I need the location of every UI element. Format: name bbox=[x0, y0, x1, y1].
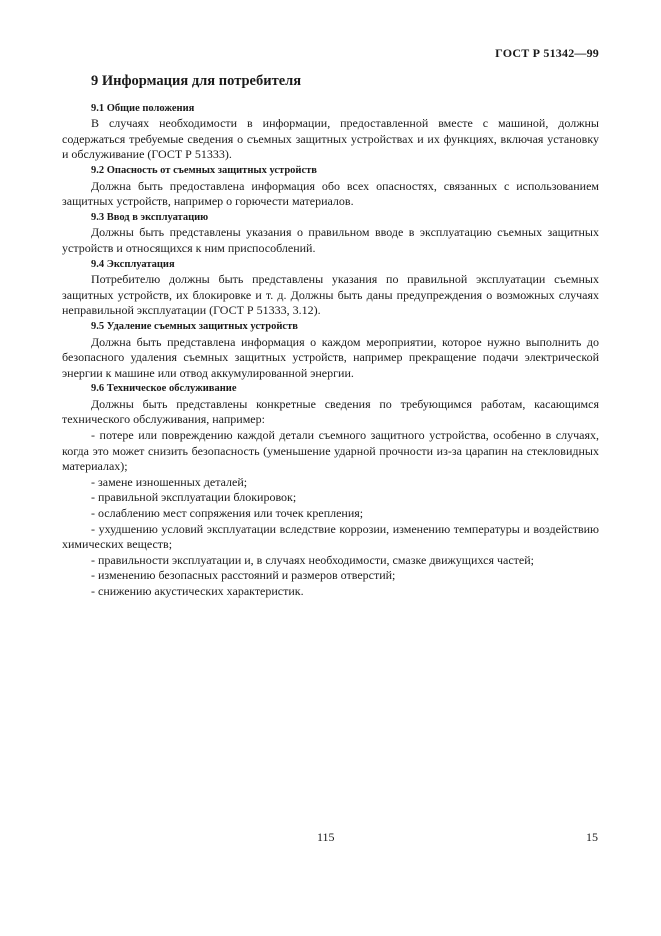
paragraph-text: Потребителю должны быть представлены указания по правильной эксплуатации съемных защитных устройств, их блокировке и т. д. Должны быть даны предупреждения о возможных случаях неправильной эксплуатации (ГОСТ Р 51333, 3.12). bbox=[62, 272, 599, 318]
paragraph-9-6 bbox=[62, 397, 599, 428]
paragraph-9-2 bbox=[62, 179, 599, 210]
list-item: - изменению безопасных расстояний и размеров отверстий; bbox=[91, 568, 396, 583]
list-item: - правильной эксплуатации блокировок; bbox=[91, 490, 297, 505]
paragraph-text: Должна быть представлена информация о каждом мероприятии, которое нужно выполнить до безопасного удаления съемных защитных устройств, например прекращение подачи электрической энергии к машине или отвод аккумулированной энергии. bbox=[62, 334, 599, 380]
subsection-heading-9-2: 9.2 Опасность от съемных защитных устройств bbox=[91, 164, 317, 176]
paragraph-9-5 bbox=[62, 335, 599, 382]
list-item: - правильности эксплуатации и, в случаях необходимости, смазке движущихся частей; bbox=[91, 552, 534, 567]
paragraph-text: Должна быть предоставлена информация обо всех опасностях, связанных с использованием защитных устройств, например о горючести материалов. bbox=[62, 178, 599, 209]
subsection-heading-9-4: 9.4 Эксплуатация bbox=[91, 258, 175, 270]
list-item: - замене изношенных деталей; bbox=[91, 474, 248, 489]
subsection-heading-9-3: 9.3 Ввод в эксплуатацию bbox=[91, 211, 209, 223]
maintenance-list bbox=[62, 428, 599, 600]
subsection-heading-9-1: 9.1 Общие положения bbox=[91, 102, 195, 114]
list-item: - потере или повреждению каждой детали съемного защитного устройства, особенно в случаях, когда это может снизить безопасность (уменьшение ударной прочности из-за царапин на стекловидных материалах); bbox=[62, 428, 599, 474]
paragraph-9-1 bbox=[62, 116, 599, 163]
paragraph-9-3 bbox=[62, 225, 599, 256]
paragraph-text: Должны быть представлены указания о правильном вводе в эксплуатацию съемных защитных устройств и относящихся к ним приспособлений. bbox=[62, 225, 599, 255]
section-title: 9 Информация для потребителя bbox=[91, 73, 302, 89]
list-item: - ослаблению мест сопряжения или точек крепления; bbox=[91, 506, 364, 521]
page-number-center: 115 bbox=[317, 830, 335, 844]
list-item: - ухудшению условий эксплуатации вследствие коррозии, изменению температуры и воздействию химических веществ; bbox=[62, 521, 599, 552]
subsection-heading-9-6: 9.6 Техническое обслуживание bbox=[91, 383, 237, 395]
document-code: ГОСТ Р 51342—99 bbox=[495, 46, 599, 60]
page-number-right: 15 bbox=[586, 830, 598, 844]
paragraph-text: Должны быть представлены конкретные сведения по требующимся работам, касающимся технического обслуживания, например: bbox=[62, 396, 599, 427]
subsection-heading-9-5: 9.5 Удаление съемных защитных устройств bbox=[91, 320, 298, 332]
document-body bbox=[62, 74, 599, 600]
paragraph-text: В случаях необходимости в информации, предоставленной вместе с машиной, должны содержаться требуемые сведения о съемных защитных устройствах и их функциях, включая установку и обслуживание (ГОСТ Р 51333). bbox=[62, 116, 599, 162]
paragraph-9-4 bbox=[62, 272, 599, 319]
list-item: - снижению акустических характеристик. bbox=[91, 584, 304, 598]
